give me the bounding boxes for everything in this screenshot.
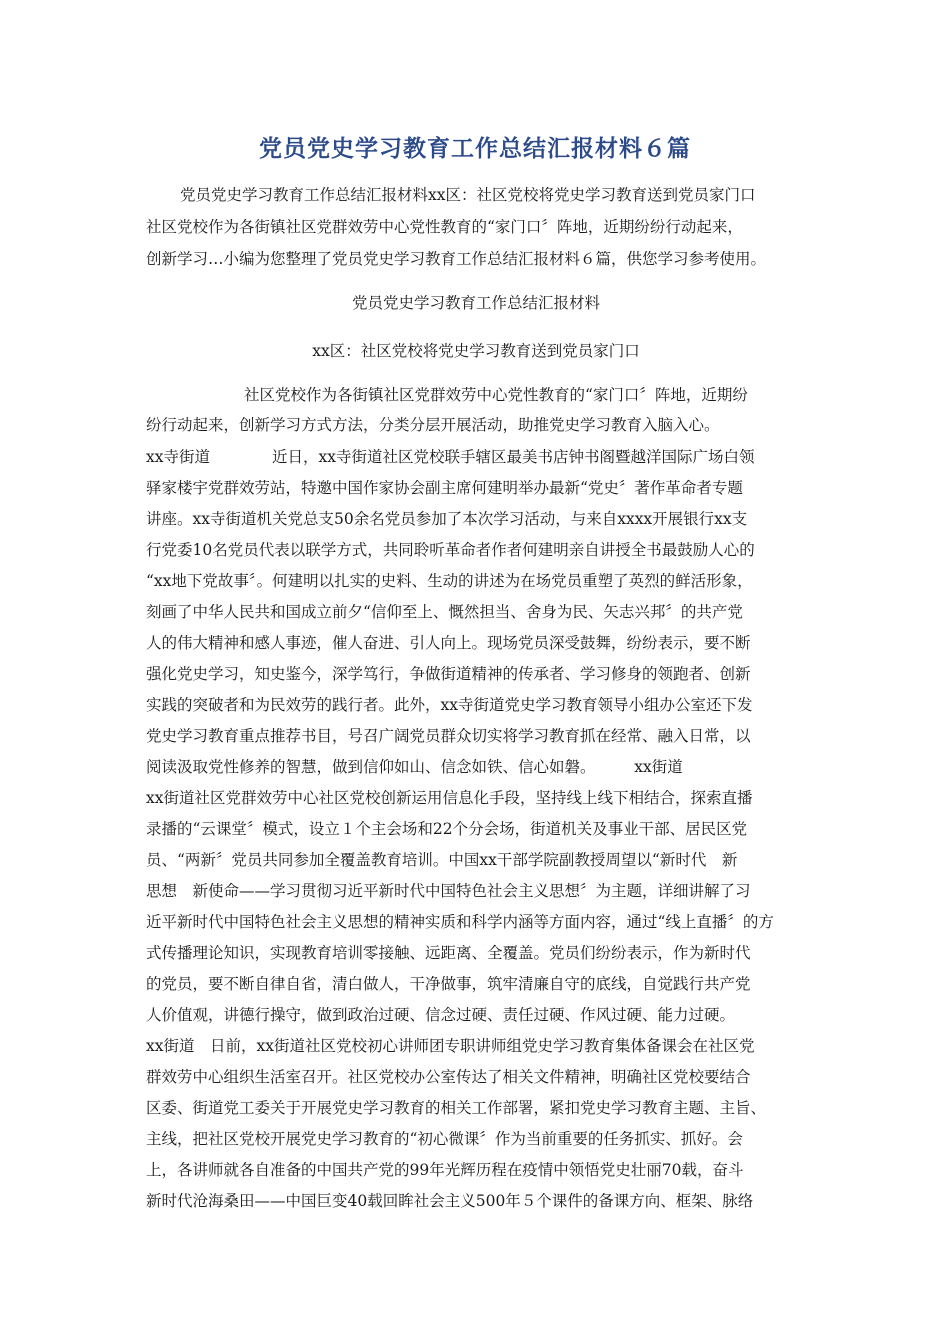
body-line: 阅读汲取党性修养的智慧，做到信仰如山、信念如铁、信心如磐。 xx街道: [146, 758, 683, 776]
section-subtitle: xx区：社区党校将党史学习教育送到党员家门口: [312, 342, 640, 360]
body-line: 党史学习教育重点推荐书目，号召广阔党员群众切实将学习教育抓在经常、融入日常，以: [146, 727, 751, 745]
body-line: 员、“两新〞党员共同参加全覆盖教育培训。中国xx干部学院副教授周望以“新时代 新: [146, 851, 738, 869]
body-line: 实践的突破者和为民效劳的践行者。此外，xx寺街道党史学习教育领导小组办公室还下发: [146, 696, 753, 714]
body-line: 思想 新使命——学习贯彻习近平新时代中国特色社会主义思想〞为主题，详细讲解了习: [146, 882, 751, 900]
body-line: 社区党校作为各街镇社区党群效劳中心党性教育的“家门口〞阵地，近期纷: [244, 386, 748, 404]
body-line: 式传播理论知识，实现教育培训零接触、远距离、全覆盖。党员们纷纷表示，作为新时代: [146, 944, 751, 962]
body-line: xx街道社区党群效劳中心社区党校创新运用信息化手段，坚持线上线下相结合，探索直播: [146, 789, 753, 807]
body-line: 强化党史学习，知史鉴今，深学笃行，争做街道精神的传承者、学习修身的领跑者、创新: [146, 665, 751, 683]
body-line: 刻画了中华人民共和国成立前夕“信仰至上、慨然担当、舍身为民、矢志兴邦〞的共产党: [146, 603, 743, 621]
intro-line: 党员党史学习教育工作总结汇报材料xx区：社区党校将党史学习教育送到党员家门口: [180, 186, 756, 204]
body-line: 群效劳中心组织生活室召开。社区党校办公室传达了相关文件精神，明确社区党校要结合: [146, 1068, 751, 1086]
body-line: 驿家楼宇党群效劳站，特邀中国作家协会副主席何建明举办最新“党史〞著作革命者专题: [146, 479, 743, 497]
body-line: 人价值观，讲德行操守，做到政治过硬、信念过硬、责任过硬、作风过硬、能力过硬。: [146, 1006, 736, 1024]
body-line: 纷行动起来，创新学习方式方法，分类分层开展活动，助推党史学习教育入脑入心。: [146, 416, 720, 434]
body-line: 讲座。xx寺街道机关党总支50余名党员参加了本次学习活动，与来自xxxx开展银行xx支: [146, 510, 748, 528]
document-title: 党员党史学习教育工作总结汇报材料６篇: [259, 136, 691, 162]
body-line: 近平新时代中国特色社会主义思想的精神实质和科学内涵等方面内容，通过“线上直播〞的方: [146, 913, 774, 931]
body-line: 主线，把社区党校开展党史学习教育的“初心微课〞作为当前重要的任务抓实、抓好。会: [146, 1130, 743, 1148]
body-line: 上，各讲师就各自准备的中国共产党的99年光辉历程在疫情中领悟党史壮丽70载，奋斗: [146, 1161, 744, 1179]
section-subtitle: 党员党史学习教育工作总结汇报材料: [351, 294, 600, 312]
body-line: xx寺街道 近日，xx寺街道社区党校联手辖区最美书店钟书阁暨越洋国际广场白领: [146, 448, 755, 466]
intro-line: 创新学习…小编为您整理了党员党史学习教育工作总结汇报材料６篇，供您学习参考使用。: [146, 250, 767, 268]
body-line: 区委、街道党工委关于开展党史学习教育的相关工作部署，紧扣党史学习教育主题、主旨、: [146, 1099, 767, 1117]
body-line: xx街道 日前，xx街道社区党校初心讲师团专职讲师组党史学习教育集体备课会在社区党: [146, 1037, 755, 1055]
body-line: 新时代沧海桑田——中国巨变40载回眸社会主义500年５个课件的备课方向、框架、脉络: [146, 1192, 754, 1210]
intro-line: 社区党校作为各街镇社区党群效劳中心党性教育的“家门口〞阵地，近期纷纷行动起来，: [146, 218, 743, 236]
body-line: 录播的“云课堂〞模式，设立１个主会场和22个分会场，街道机关及事业干部、居民区党: [146, 820, 748, 838]
body-line: 行党委10名党员代表以联学方式，共同聆听革命者作者何建明亲自讲授全书最鼓励人心的: [146, 541, 755, 559]
body-line: 人的伟大精神和感人事迹，催人奋进、引人向上。现场党员深受鼓舞，纷纷表示，要不断: [146, 634, 751, 652]
body-line: “xx地下党故事〞。何建明以扎实的史料、生动的讲述为在场党员重塑了英烈的鲜活形象，: [146, 572, 753, 590]
body-line: 的党员，要不断自律自省，清白做人，干净做事，筑牢清廉自守的底线，自觉践行共产党: [146, 975, 751, 993]
